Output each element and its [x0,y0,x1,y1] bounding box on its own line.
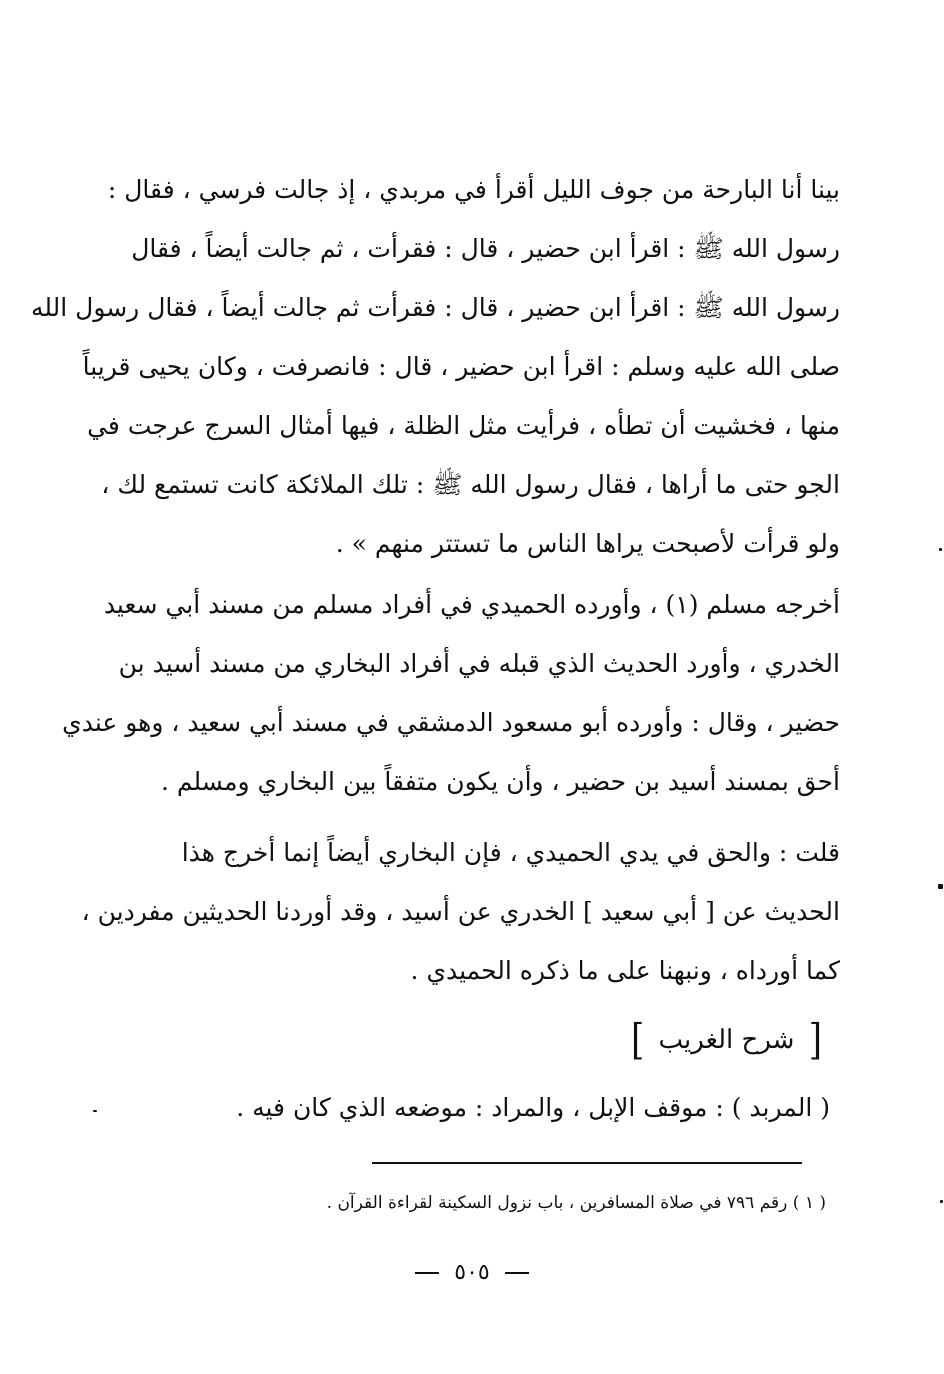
takhrij-line: أخرجه مسلم (١) ، وأورده الحميدي في أفراد مسلم من مسند أبي سعيد [103,590,840,619]
comment-line: الحديث عن [ أبي سعيد ] الخدري عن أسيد ، وقد أوردنا الحديثين مفردين ، [81,897,840,926]
heading-close-bracket: ] [630,1015,645,1065]
scan-speck [93,1110,97,1112]
takhrij-paragraph [62,575,840,811]
hadith-line: ولو قرأت لأصبحت يراها الناس ما تستتر منهم » . [335,529,840,558]
page-number-value: ٥٠٥ [454,1260,490,1285]
hadith-line: الجو حتى ما أراها ، فقال رسول الله ﷺ : تلك الملائكة كانت تستمع لك ، [101,470,840,499]
takhrij-line: حضير ، وقال : وأورده أبو مسعود الدمشقي في مسند أبي سعيد ، وهو عندي [62,708,840,737]
takhrij-line: الخدري ، وأورد الحديث الذي قبله في أفراد البخاري من مسند أسيد بن [118,649,840,678]
comment-line: كما أورداه ، ونبهنا على ما ذكره الحميدي . [410,956,840,985]
takhrij-line: أحق بمسند أسيد بن حضير ، وأن يكون متفقاً بين البخاري ومسلم . [160,767,840,796]
hadith-text [30,160,840,573]
heading-open-bracket: [ [808,1015,822,1065]
hadith-line: صلى الله عليه وسلم : اقرأ ابن حضير ، قال : فانصرفت ، وكان يحيى قريباً [82,352,840,381]
gloss-entry: ( المربد ) : موقف الإبل ، والمراد : موضعه الذي كان فيه . [236,1093,830,1122]
hadith-line: بينا أنا البارحة من جوف الليل أقرأ في مربدي ، إذ جالت فرسي ، فقال : [107,175,840,204]
author-comment-paragraph [81,823,840,1000]
hadith-line: منها ، فخشيت أن تطأه ، فرأيت مثل الظلة ، فيها أمثال السرج عرجت في [87,411,840,440]
scan-speck [940,1200,943,1203]
hadith-line: رسول الله ﷺ : اقرأ ابن حضير ، قال : فقرأت ثم جالت أيضاً ، فقال رسول الله [30,293,840,322]
section-heading [625,1015,828,1065]
page-number-dash [505,1272,529,1274]
hadith-line: رسول الله ﷺ : اقرأ ابن حضير ، قال : فقرأت ، ثم جالت أيضاً ، فقال [131,234,840,263]
footnote-separator [372,1162,802,1164]
comment-line: قلت : والحق في يدي الحميدي ، فإن البخاري أيضاً إنما أخرج هذا [181,838,840,867]
page-number-dash [415,1272,439,1274]
scan-speck [938,884,943,889]
scan-speck [939,548,942,551]
page-number [0,1253,944,1293]
heading-title: شرح الغريب [658,1025,795,1055]
footnote: ( ١ ) رقم ٧٩٦ في صلاة المسافرين ، باب نزول السكينة لقراءة القرآن . [326,1193,826,1213]
